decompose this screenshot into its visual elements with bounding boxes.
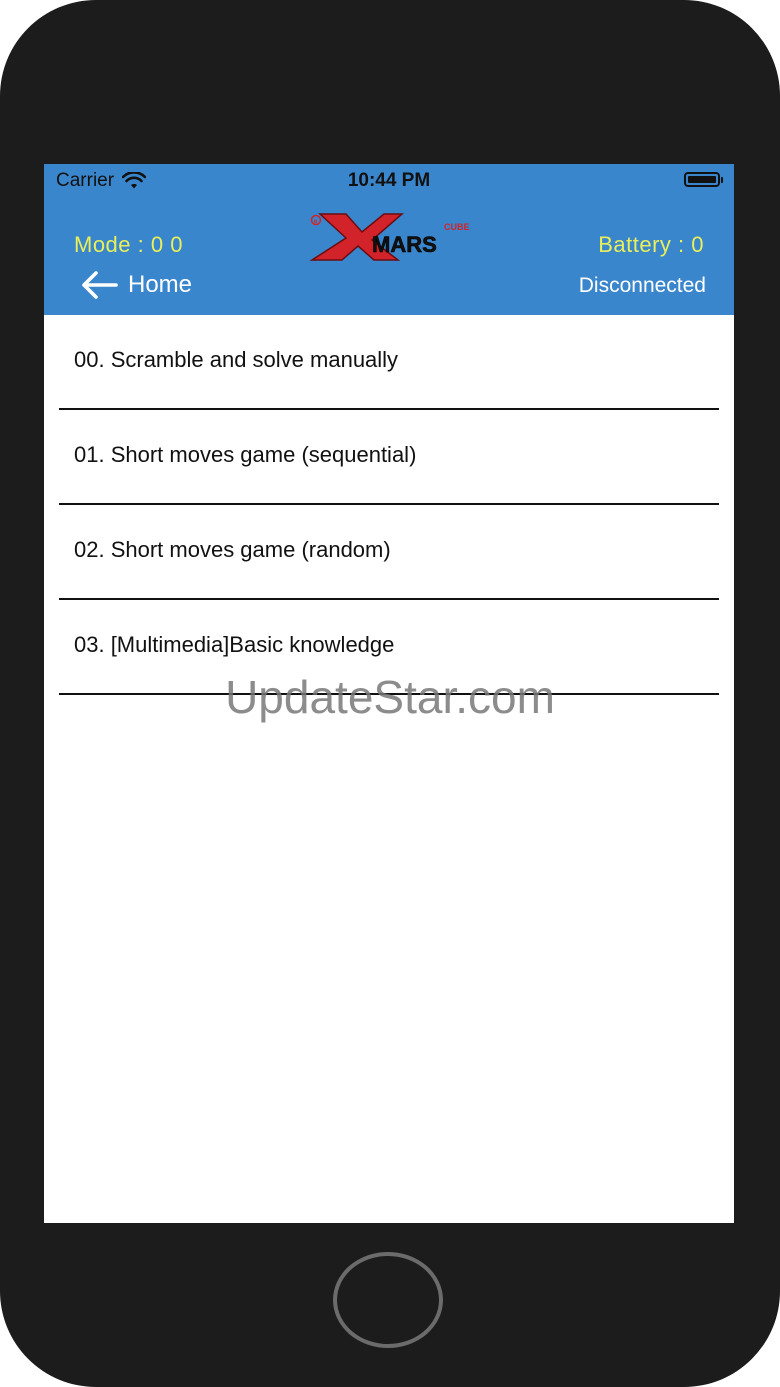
app-screen xyxy=(44,164,734,1223)
status-time: 10:44 PM xyxy=(347,170,431,191)
home-button[interactable] xyxy=(333,1252,443,1348)
back-button[interactable] xyxy=(80,270,192,300)
watermark: UpdateStar.com xyxy=(225,671,555,723)
divider xyxy=(59,693,719,695)
list-item[interactable] xyxy=(44,600,734,695)
logo-sub-text: CUBE xyxy=(444,222,470,232)
logo-main-text: MARS xyxy=(372,232,437,257)
arrow-left-icon xyxy=(80,270,118,300)
list-item-label: 01. Short moves game (sequential) xyxy=(74,442,417,467)
svg-text:e: e xyxy=(314,219,318,225)
game-menu-list xyxy=(44,315,734,695)
back-label: Home xyxy=(128,271,193,298)
carrier-label: Carrier xyxy=(56,170,115,191)
app-header xyxy=(44,164,734,315)
list-item[interactable] xyxy=(44,410,734,505)
battery-icon xyxy=(684,172,720,187)
battery-status-label: Battery : 0 xyxy=(598,232,704,257)
list-item-label: 02. Short moves game (random) xyxy=(74,537,391,562)
connection-status: Disconnected xyxy=(578,274,706,297)
mode-label: Mode : 0 0 xyxy=(74,232,183,257)
list-item[interactable] xyxy=(44,505,734,600)
xmars-logo xyxy=(306,208,476,264)
list-item-label: 00. Scramble and solve manually xyxy=(74,347,399,372)
list-item[interactable] xyxy=(44,315,734,410)
list-item-label: 03. [Multimedia]Basic knowledge xyxy=(74,632,395,657)
